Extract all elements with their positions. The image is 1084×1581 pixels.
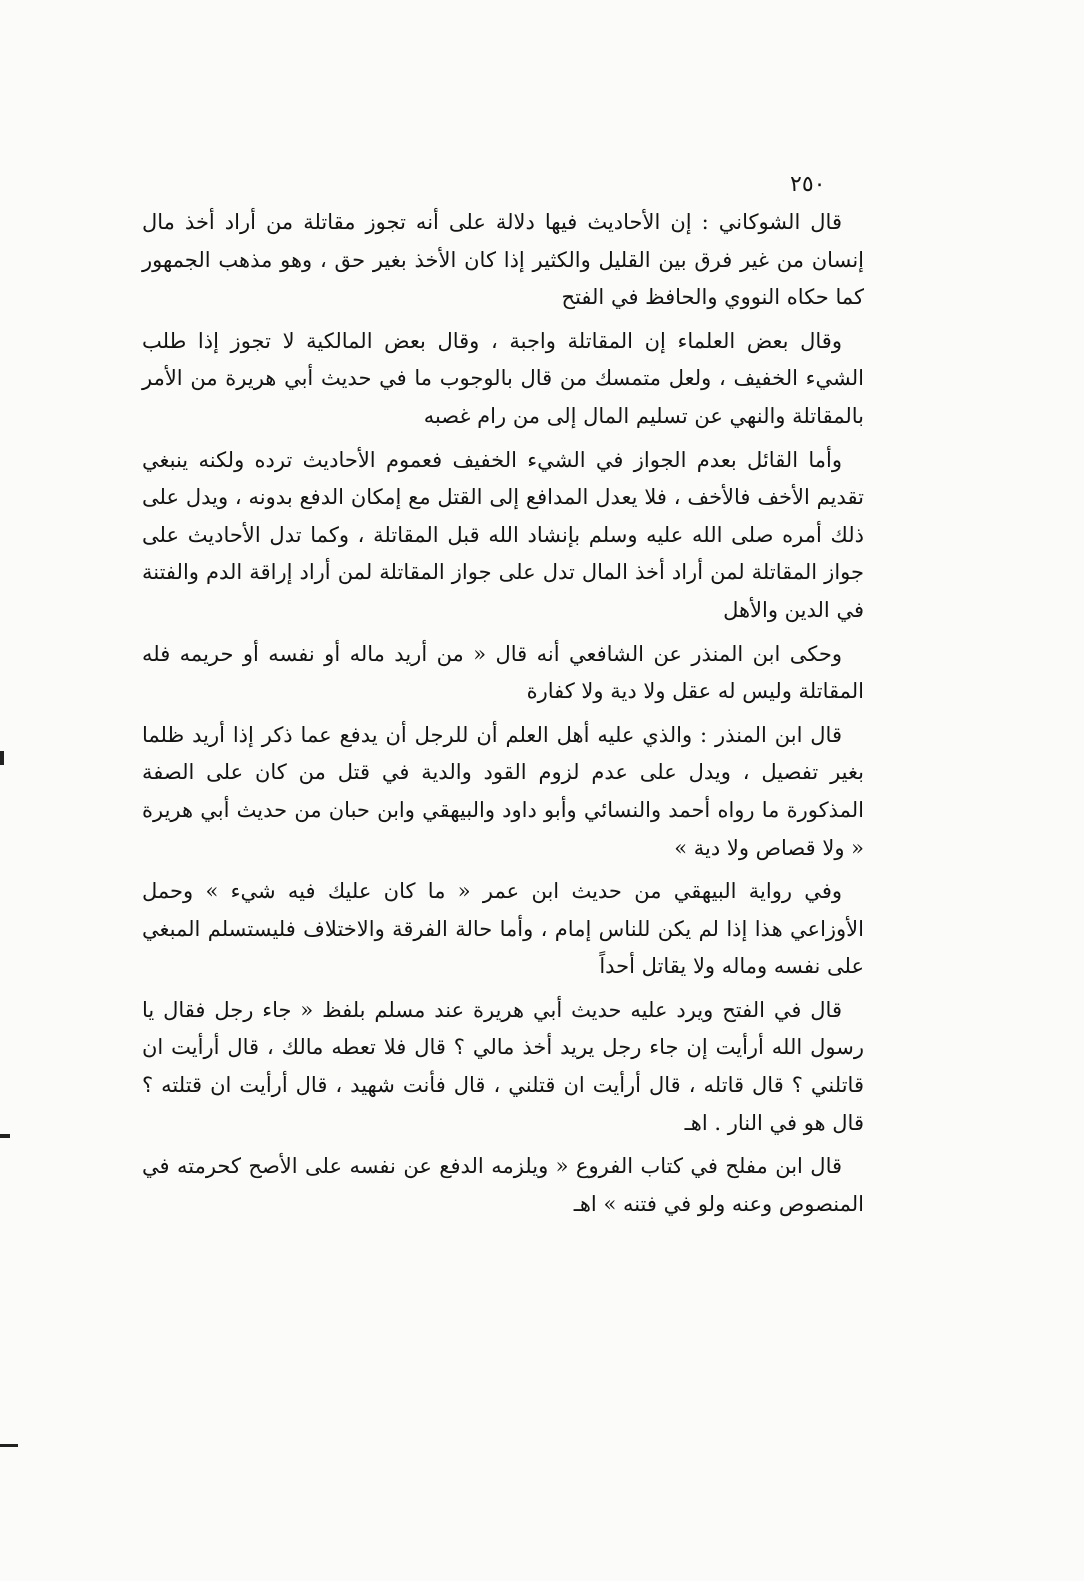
scan-mark bbox=[0, 1444, 18, 1447]
paragraph: وحكى ابن المنذر عن الشافعي أنه قال « من أريد ماله أو نفسه أو حريمه فله المقاتلة وليس له عقل ولا دية ولا كفارة bbox=[142, 641, 864, 704]
paragraph: وقال بعض العلماء إن المقاتلة واجبة ، وقال بعض المالكية لا تجوز إذا طلب الشيء الخفيف ، ولعل متمسك من قال بالوجوب ما في حديث أبي هريرة من الأمر بالمقاتلة والنهي عن تسليم المال إلى من رام غصبه bbox=[142, 328, 864, 428]
text-body bbox=[142, 204, 864, 1229]
page-number: ٢٥٠ bbox=[790, 172, 826, 197]
scan-mark bbox=[0, 751, 4, 765]
paragraph: قال ابن مفلح في كتاب الفروع « ويلزمه الدفع عن نفسه على الأصح كحرمته في المنصوص وعنه ولو في فتنه » اهـ bbox=[142, 1154, 864, 1216]
paragraph: وفي رواية البيهقي من حديث ابن عمر « ما كان عليك فيه شيء » وحمل الأوزاعي هذا إذا لم يكن للناس إمام ، وأما حالة الفرقة والاختلاف فليستسلم المبغي على نفسه وماله ولا يقاتل أحداً bbox=[142, 879, 864, 979]
scan-mark bbox=[0, 1134, 10, 1138]
paragraph: وأما القائل بعدم الجواز في الشيء الخفيف فعموم الأحاديث ترده ولكنه ينبغي تقديم الأخف فالأخف ، فلا يعدل المدافع إلى القتل مع إمكان الدفع بدونه ، ويدل على ذلك أمره صلى الله عليه وسلم بإنشاد الله قبل المقاتلة ، وكما تدل الأحاديث على جواز المقاتلة لمن أراد أخذ المال تدل على جواز المقاتلة لمن أراد إراقة الدم والفتنة في الدين والأهل bbox=[142, 447, 864, 622]
paragraph: قال الشوكاني : إن الأحاديث فيها دلالة على أنه تجوز مقاتلة من أراد أخذ مال إنسان من غير فرق بين القليل والكثير إذا كان الأخذ بغير حق ، وهو مذهب الجمهور كما حكاه النووي والحافظ في الفتح bbox=[142, 210, 864, 310]
paragraph: قال ابن المنذر : والذي عليه أهل العلم أن للرجل أن يدفع عما ذكر إذا أريد ظلما بغير تفصيل ، ويدل على عدم لزوم القود والدية في قتل من كان على الصفة المذكورة ما رواه أحمد والنسائي وأبو داود والبيهقي وابن حبان من حديث أبي هريرة « ولا قصاص ولا دية » bbox=[142, 722, 864, 860]
paragraph: قال في الفتح ويرد عليه حديث أبي هريرة عند مسلم بلفظ « جاء رجل فقال يا رسول الله أرأيت إن جاء رجل يريد أخذ مالي ؟ قال فلا تعطه مالك ، قال أرأيت ان قاتلني ؟ قال قاتله ، قال أرأيت ان قتلني ، قال فأنت شهيد ، قال أرأيت ان قتلته ؟ قال هو في النار . اهـ bbox=[142, 997, 864, 1135]
